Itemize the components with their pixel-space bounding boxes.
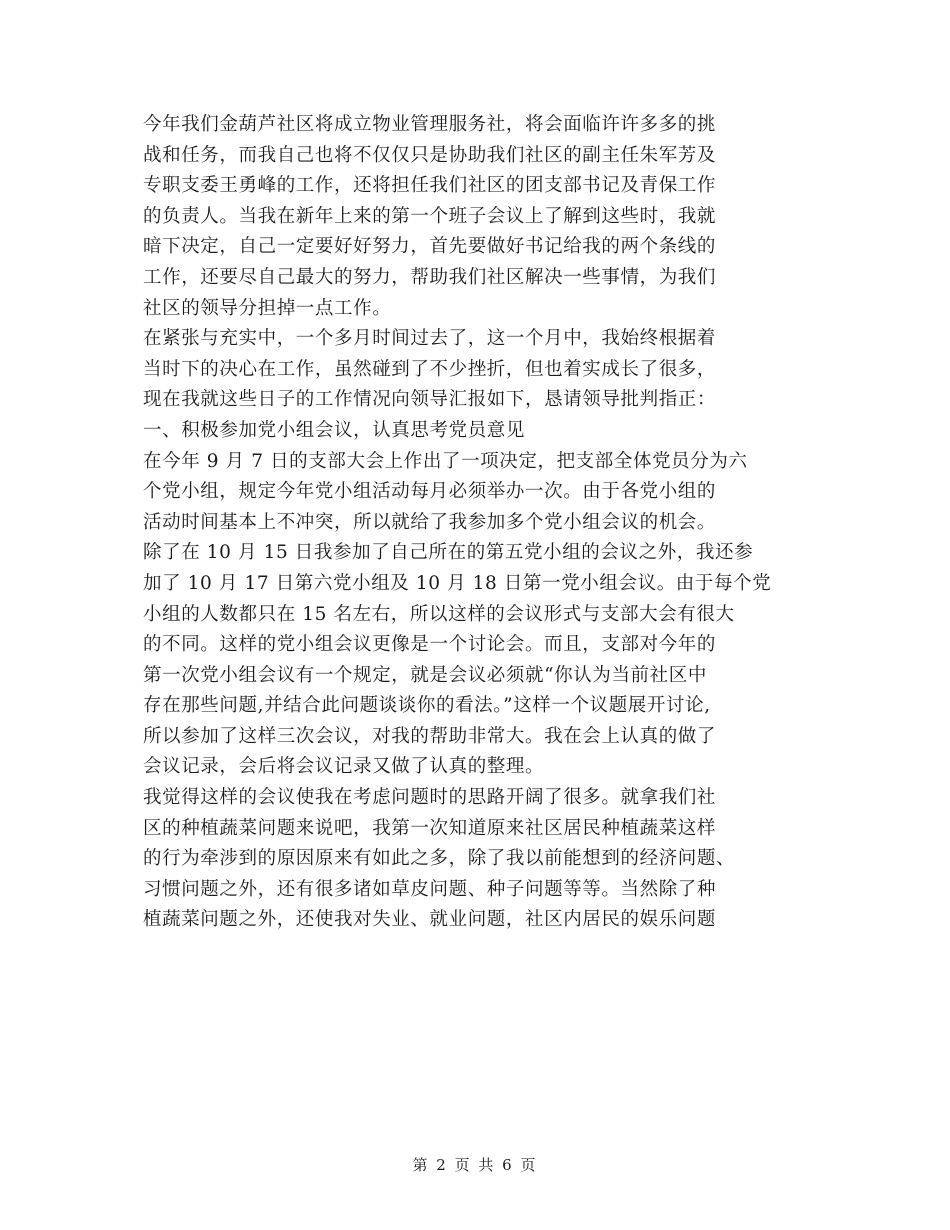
text-line: 存在那些问题,并结合此问题谈谈你的看法。”这样一个议题展开讨论, [143,695,711,717]
text-line: 会议记录，会后将会议记录又做了认真的整理。 [143,756,545,778]
text-line: 加了 10 月 17 日第六党小组及 10 月 18 日第一党小组会议。由于每个党 [143,572,772,594]
text-line: 植蔬菜问题之外，还使我对失业、就业问题，社区内居民的娱乐问题 [143,909,717,931]
text-line: 的行为牵涉到的原因原来有如此之多，除了我以前能想到的经济问题、 [143,848,736,870]
text-line: 第一次党小组会议有一个规定，就是会议必须就“你认为当前社区中 [143,664,707,686]
text-line: 社区的领导分担掉一点工作。 [143,297,392,319]
text-line: 在紧张与充实中，一个多月时间过去了，这一个月中，我始终根据着 [143,328,717,350]
text-line: 小组的人数都只在 15 名左右，所以这样的会议形式与支部大会有很大 [143,603,735,625]
page-number-footer: 第 2 页 共 6 页 [412,1156,538,1174]
text-line: 当时下的决心在工作，虽然碰到了不少挫折，但也着实成长了很多， [143,358,717,380]
text-line: 战和任务，而我自己也将不仅仅只是协助我们社区的副主任朱军芳及 [143,144,717,166]
text-line: 区的种植蔬菜问题来说吧，我第一次知道原来社区居民种植蔬菜这样 [143,817,717,839]
section-heading: 一、积极参加党小组会议，认真思考党员意见 [143,419,526,441]
text-line: 专职支委王勇峰的工作，还将担任我们社区的团支部书记及青保工作 [143,175,717,197]
text-line: 暗下决定，自己一定要好好努力，首先要做好书记给我的两个条线的 [143,236,717,258]
text-line: 所以参加了这样三次会议，对我的帮助非常大。我在会上认真的做了 [143,725,717,747]
text-line: 现在我就这些日子的工作情况向领导汇报如下，恳请领导批判指正： [143,389,717,411]
text-line: 个党小组，规定今年党小组活动每月必须举办一次。由于各党小组的 [143,481,717,503]
text-line: 今年我们金葫芦社区将成立物业管理服务社，将会面临许许多多的挑 [143,114,717,135]
text-line: 的负责人。当我在新年上来的第一个班子会议上了解到这些时，我就 [143,205,717,227]
text-line: 除了在 10 月 15 日我参加了自己所在的第五党小组的会议之外，我还参 [143,542,754,564]
text-line: 在今年 9 月 7 日的支部大会上作出了一项决定，把支部全体党员分为六 [143,450,748,472]
text-line: 活动时间基本上不冲突，所以就给了我参加多个党小组会议的机会。 [143,511,717,533]
text-line: 习惯问题之外，还有很多诸如草皮问题、种子问题等等。当然除了种 [143,878,717,900]
document-body [143,110,823,936]
text-line: 我觉得这样的会议使我在考虑问题时的思路开阔了很多。就拿我们社 [143,787,717,809]
text-line: 工作，还要尽自己最大的努力，帮助我们社区解决一些事情，为我们 [143,266,717,288]
text-line: 的不同。这样的党小组会议更像是一个讨论会。而且，支部对今年的 [143,634,717,656]
